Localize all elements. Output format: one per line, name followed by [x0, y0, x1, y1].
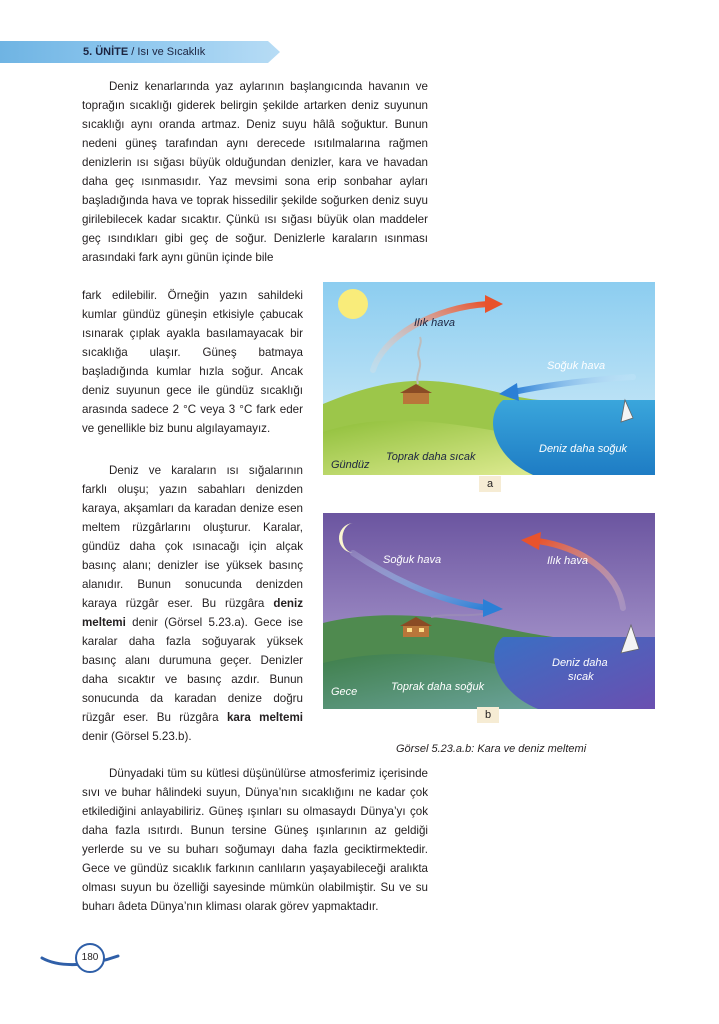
sea-colder-label: Deniz daha soğuk: [539, 443, 628, 455]
paragraph-intro: [82, 77, 428, 267]
land-warmer-label: Toprak daha sıcak: [386, 451, 476, 463]
figure-sea-breeze-day: [323, 282, 655, 475]
figure-land-breeze-night: [323, 513, 655, 709]
paragraph-breezes: [82, 461, 303, 746]
paragraph-climate-text: Dünyadaki tüm su kütlesi düşünülürse atmosferimiz içerisinde sıvı ve buhar hâlindeki suyun, Dünya’nın sıcaklığını ne kadar çok etkilediğini anlayabiliriz. Güneş ışınları su olmasaydı Dünya’yı çok daha fazla ısıtırdı. Bunun tersine Güneş ışınlarının az geldiği yerlerde su ve su buharı soğumayı daha fazla geciktirmektedir. Gece ve gündüz sıcaklık farkının canlıların yaşayabileceği aralıkta olması suyun bu özelliği sayesinde mümkün olabilmiştir. Su ve su buharı âdeta Dünya’nın kliması olarak görev yapmaktadır.: [82, 767, 428, 913]
paragraph-breezes-text-1: Deniz ve karaların ısı sığalarının farklı oluşu; yazın sabahları denizden karaya, akşamları da karadan denize esen meltem rüzgârlarını oluşturur. Karalar, gündüz daha çok ısınacağı için alçak basınç alanı; denizler ise yüksek basınç alanıdır. Bunun sonucunda denizden karaya rüzgâr eser. Bu rüzgâra: [82, 464, 303, 610]
figure-b-tag: b: [477, 707, 499, 723]
paragraph-intro-continued-text: fark edilebilir. Örneğin yazın sahildeki kumlar gündüz güneşin etkisiyle çabucak ısınarak çıplak ayakla basılamayacak bir sıcaklığa ulaşır. Güneş batmaya başladığında kumlar hızla soğur. Ancak deniz suyunun gece ile gündüz sıcaklığı arasında sadece 2 °C veya 3 °C fark eder ve genellikle biz bunu algılayamayız.: [82, 289, 303, 435]
figure-caption: Görsel 5.23.a.b: Kara ve deniz meltemi: [396, 743, 587, 755]
paragraph-intro-text: Deniz kenarlarında yaz aylarının başlangıcında havanın ve toprağın sıcaklığı giderek belirgin şekilde artarken deniz suyunun sıcaklığı aynı oranda artmaz. Deniz suyu hâlâ soğuktur. Bunun nedeni güneş tarafından aynı derecede ısıtılmalarına rağmen denizlerin ısı sığası büyük olduğundan denizler, kara ve havadan daha geç ısınmasıdır. Yaz mevsimi sona erip sonbahar ayları başladığında hava ve toprak hissedilir şekilde soğurken deniz suyu girilebilecek kadar sıcaktır. Çünkü ısı sığası büyük olan maddeler geç ısındıkları gibi geç de soğur. Denizlerle karaların ısınması arasındaki fark aynı günün içinde bile: [82, 80, 428, 264]
paragraph-intro-continued: [82, 286, 303, 438]
paragraph-climate: [82, 764, 428, 916]
term-land-breeze: kara meltemi: [226, 711, 303, 724]
night-label: Gece: [331, 686, 358, 698]
figure-a-tag: a: [479, 476, 501, 492]
warm-air-label: Ilık hava: [547, 555, 588, 567]
unit-number: 5. ÜNİTE: [83, 46, 129, 58]
unit-topic: / Isı ve Sıcaklık: [128, 46, 206, 58]
paragraph-breezes-text-2: denir (Görsel 5.23.a). Gece ise karalar daha fazla soğuyarak yüksek basınç alanı durumuna geçer. Denizler daha sıcaktır ve basınç azdır. Bunun sonucunda da karadan denize doğru rüzgâr eser. Bu rüzgâra: [82, 616, 303, 724]
cold-air-label: Soğuk hava: [547, 360, 606, 372]
sea-warmer-label-line1: Deniz daha: [552, 657, 608, 669]
land-colder-label: Toprak daha soğuk: [391, 681, 485, 693]
term-sea-breeze: deniz meltemi: [82, 597, 303, 629]
sea-warmer-label-line2: sıcak: [568, 671, 594, 683]
page-number: 180: [75, 943, 105, 973]
paragraph-breezes-text-3: denir (Görsel 5.23.b).: [82, 730, 192, 743]
warm-air-label: Ilık hava: [414, 317, 455, 329]
night-scene-illustration: [323, 513, 655, 709]
unit-header: [83, 45, 205, 59]
day-label: Gündüz: [331, 459, 370, 471]
sun-icon: [338, 289, 368, 319]
cold-air-label: Soğuk hava: [383, 554, 442, 566]
